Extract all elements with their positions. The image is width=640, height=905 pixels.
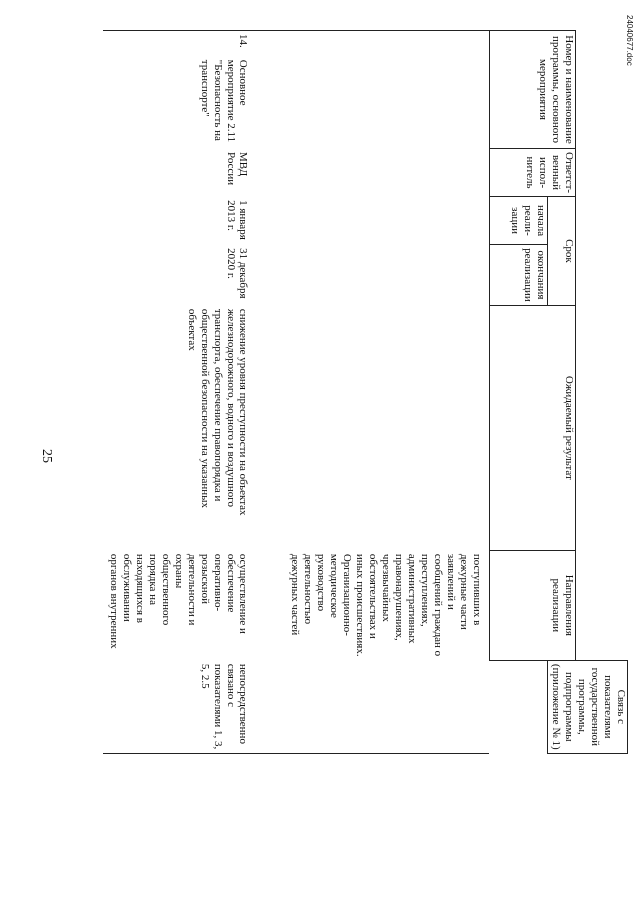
activities-table [104,30,629,754]
activity-end: 31 декабря 2020 г. [224,248,250,299]
table-row-continuation [254,31,490,754]
table-header-row-2 [548,31,576,754]
document-code: 24040677.doc [625,15,634,66]
activity-result: снижение уровня преступности на объектах железнодорожного, водного и воздушного транспорта, обеспечение правопорядка и общественной безопасности на указанных объектах [185,308,250,516]
link-header: Связь с показателями государственной программы, подпрограммы (приложение № 1) [548,660,628,753]
term-header: Срок [548,197,576,306]
executor-header: Ответст-венный испол-нитель [490,149,576,197]
start-header: начала реали-зации [490,197,548,245]
table-header-row [576,31,628,754]
activity-directions: осуществление и обеспечение оперативно-розыскной деятельности и охраны общественного порядка на находящихся в обслуживании органов внутренних [107,553,250,649]
end-header: окончания реализации [490,245,548,306]
directions-continuation: поступивших в дежурные части заявлений и сообщений граждан о преступлениях, административных правонарушениях, чрезвычайных обстоятельствах и иных происшествиях. Организационно-методическое руководство деятельностью дежурных частей [289,553,483,657]
directions-header: Направления реализации [490,550,576,660]
page-number: 25 [39,449,54,463]
table-row [104,31,254,754]
result-header: Ожидаемый результат [490,305,576,550]
activity-start: 1 января 2013 г. [224,200,250,240]
name-header: Номер и наименование программы, основного мероприятия [490,31,576,149]
activity-name: Основное мероприятие 2.11 "Безопасность на транспорте" [198,59,250,143]
row-number: 14. [237,34,250,48]
activity-executor: МВД России [224,152,250,186]
activity-indicator-link: непосредственно связано с показателями 1, 3, 5, 2.5 [104,660,254,753]
